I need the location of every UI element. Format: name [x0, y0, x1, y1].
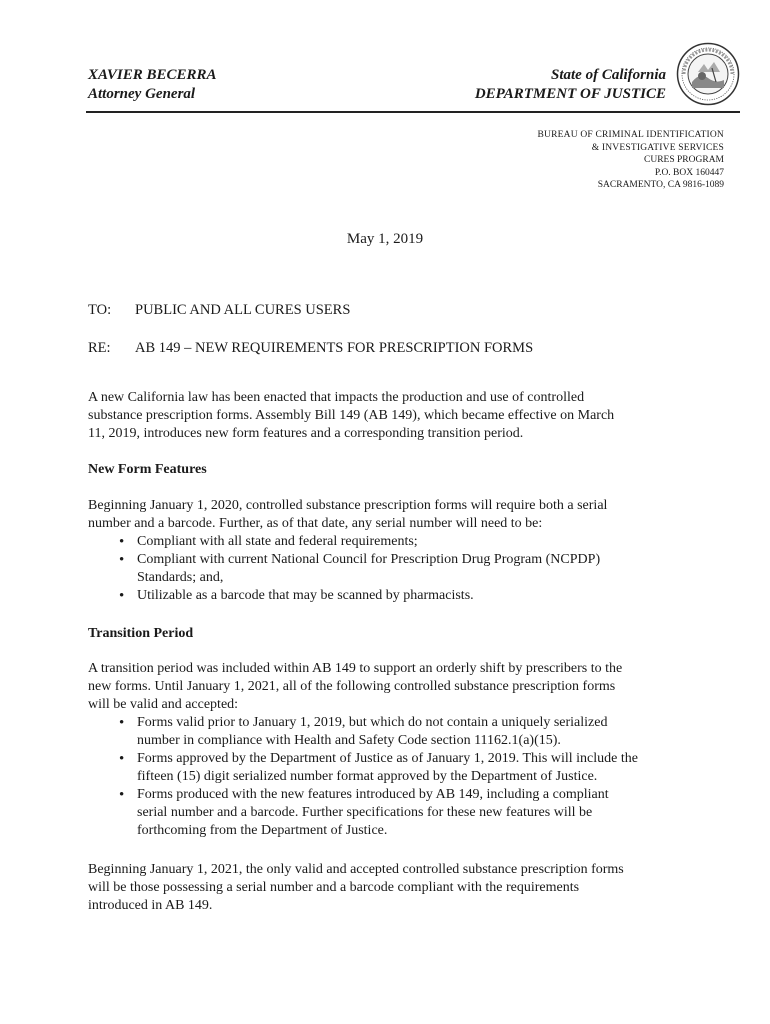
list-item: • Compliant with current National Council for Prescription Drug Program (NCPDP) Standards; and,: [113, 551, 693, 587]
paragraph-line: new forms. Until January 1, 2021, all of the following controlled substance prescription forms: [88, 679, 616, 694]
attorney-general-title: Attorney General: [88, 86, 196, 102]
california-state-seal-icon: [676, 42, 740, 106]
intro-line: 11, 2019, introduces new form features and a corresponding transition period.: [88, 426, 524, 441]
paragraph-line: number and a barcode. Further, as of that date, any serial number will need to be:: [88, 516, 543, 531]
state-name: State of California: [550, 67, 666, 83]
list-item: • Forms valid prior to January 1, 2019, but which do not contain a uniquely serialized number in compliance with Health and Safety Code section 11162.1(a)(15).: [113, 714, 703, 750]
memo-to-label: TO:: [88, 302, 112, 318]
intro-line: A new California law has been enacted that impacts the production and use of controlled: [88, 390, 585, 405]
bureau-line-2: & INVESTIGATIVE SERVICES: [591, 142, 724, 153]
letter-date: May 1, 2019: [346, 231, 424, 247]
list-item: • Compliant with all state and federal requirements;: [113, 533, 693, 551]
intro-line: substance prescription forms. Assembly Bill 149 (AB 149), which became effective on March: [88, 408, 615, 423]
bureau-address: [538, 129, 724, 192]
memo-re-value: AB 149 – NEW REQUIREMENTS FOR PRESCRIPTION FORMS: [135, 340, 534, 356]
memo-re-row: [88, 340, 533, 357]
bureau-line-3: CURES PROGRAM: [644, 155, 724, 165]
attorney-general-block: [88, 66, 217, 104]
closing-paragraph: [88, 861, 700, 915]
memo-re-label: RE:: [88, 340, 111, 356]
bureau-line-1: BUREAU OF CRIMINAL IDENTIFICATION: [537, 130, 724, 140]
intro-paragraph: [88, 389, 700, 443]
paragraph-line: Beginning January 1, 2021, the only valid and accepted controlled substance prescription forms: [88, 862, 624, 877]
transition-period-paragraph: [88, 660, 700, 714]
department-block: [475, 66, 666, 104]
paragraph-line: will be valid and accepted:: [88, 697, 239, 712]
paragraph-line: A transition period was included within AB 149 to support an orderly shift by prescribers to the: [88, 661, 623, 676]
letterhead-divider: [86, 111, 740, 113]
section-heading-transition-period: Transition Period: [88, 626, 194, 641]
department-name: DEPARTMENT OF JUSTICE: [474, 86, 666, 102]
bureau-line-5: SACRAMENTO, CA 9816-1089: [597, 180, 724, 190]
paragraph-line: will be those possessing a serial number and a barcode compliant with the requirements: [88, 880, 580, 895]
list-item: • Forms approved by the Department of Justice as of January 1, 2019. This will include the fifteen (15) digit serialized number format approved by the Department of Justice.: [113, 750, 703, 786]
section-heading-new-form-features: New Form Features: [88, 462, 207, 477]
paragraph-line: introduced in AB 149.: [88, 898, 213, 913]
new-form-features-list: [113, 533, 693, 605]
new-form-features-paragraph: [88, 497, 700, 533]
paragraph-line: Beginning January 1, 2020, controlled substance prescription forms will require both a serial: [88, 498, 608, 513]
attorney-general-name: XAVIER BECERRA: [88, 67, 217, 83]
list-item: • Utilizable as a barcode that may be scanned by pharmacists.: [113, 587, 693, 605]
transition-period-list: [113, 714, 703, 840]
bureau-line-4: P.O. BOX 160447: [654, 167, 724, 178]
list-item: • Forms produced with the new features introduced by AB 149, including a compliant serial number and a barcode. Further specifications for these new features will be forthcoming from the Department of Justice.: [113, 786, 703, 840]
memo-to-value: PUBLIC AND ALL CURES USERS: [135, 302, 351, 318]
memo-to-row: [88, 302, 350, 319]
